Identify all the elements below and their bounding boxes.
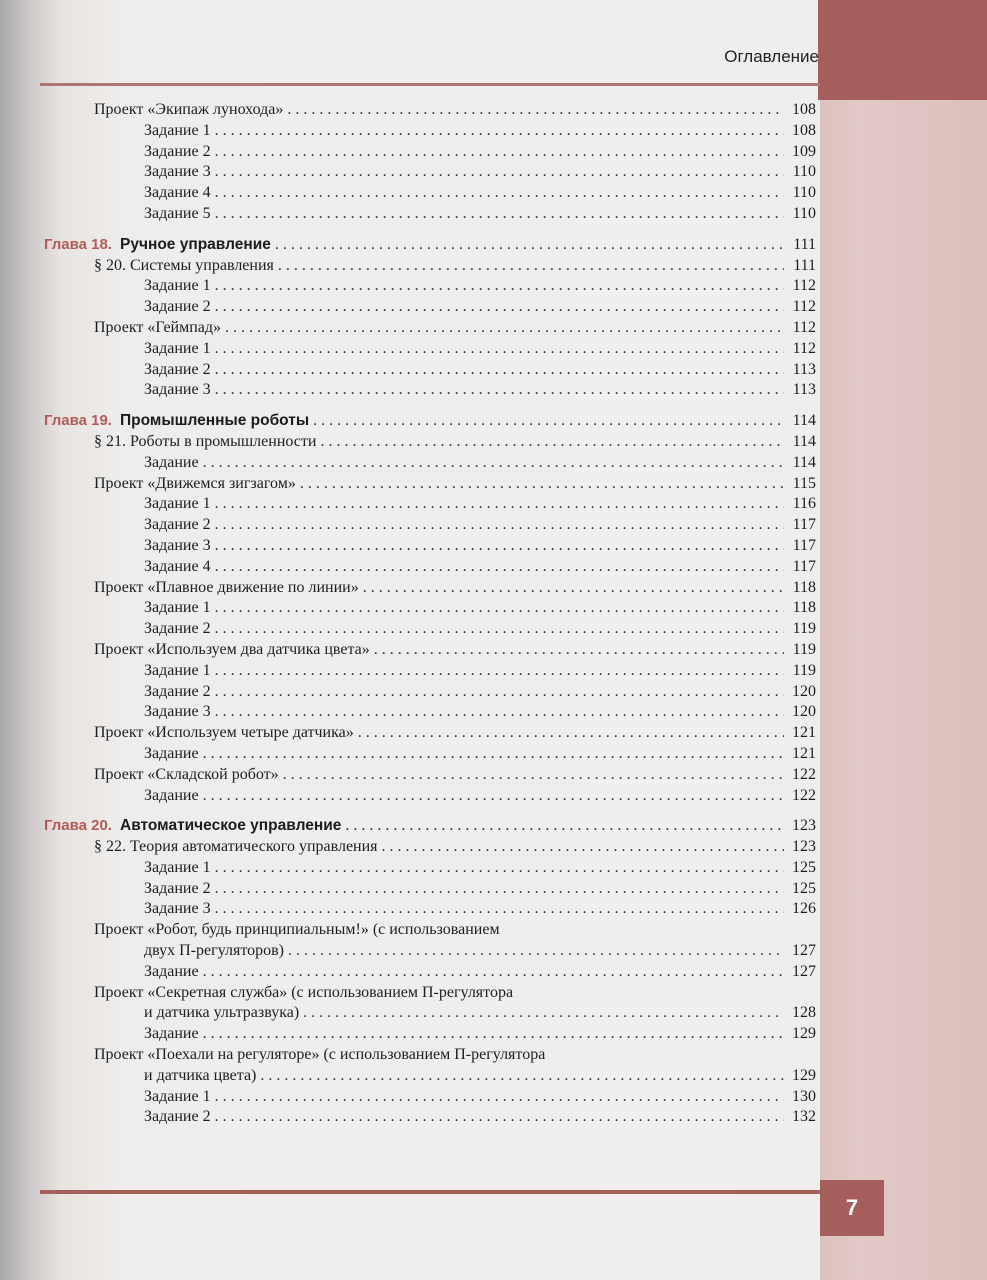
page-ref: 110 — [792, 163, 816, 181]
entry-title: § 22. Теория автоматического управления — [94, 838, 378, 856]
page-ref: 119 — [792, 620, 816, 638]
entry-title: Задание 5 — [144, 204, 211, 222]
entry-title: § 20. Системы управления — [94, 256, 274, 274]
page-ref: 112 — [792, 339, 816, 357]
entry-title: Задание — [144, 744, 199, 762]
entry-title-continuation: и датчика ультразвука) — [144, 1004, 300, 1022]
toc-project-row — [44, 474, 816, 495]
page-ref: 112 — [792, 277, 816, 295]
toc-section-row — [44, 432, 816, 453]
entry-title: Задание 1 — [144, 495, 211, 513]
toc-task-row — [44, 858, 816, 879]
entry-title: Задание — [144, 453, 199, 471]
dot-leader — [215, 121, 784, 142]
dot-leader — [287, 100, 784, 121]
dot-leader — [215, 619, 784, 640]
toc-project-row — [44, 723, 816, 744]
entry-title: Задание 1 — [144, 277, 211, 295]
page-ref: 121 — [792, 744, 816, 762]
dot-leader — [215, 276, 784, 297]
page-ref: 115 — [792, 474, 816, 492]
entry-title: Задание 2 — [144, 360, 211, 378]
entry-title: Задание 2 — [144, 1108, 211, 1126]
chapter-title: Промышленные роботы — [120, 412, 310, 430]
dot-leader — [203, 1024, 784, 1045]
page-ref: 113 — [792, 360, 816, 378]
toc-project-row — [44, 640, 816, 661]
toc-project-row-continuation — [44, 941, 816, 962]
page-ref: 121 — [792, 724, 816, 742]
toc-project-row-continuation — [44, 1066, 816, 1087]
toc-task-row — [44, 297, 816, 318]
entry-title: Проект «Плавное движение по линии» — [94, 578, 359, 596]
entry-title: Проект «Складской робот» — [94, 765, 279, 783]
page-ref: 122 — [792, 786, 816, 804]
page-ref: 120 — [792, 682, 816, 700]
dot-leader — [215, 1087, 784, 1108]
toc-task-row — [44, 380, 816, 401]
toc-project-row — [44, 983, 816, 1004]
footer-rule — [40, 1190, 820, 1194]
page-ref: 117 — [792, 557, 816, 575]
dot-leader — [358, 723, 784, 744]
page-ref: 117 — [792, 516, 816, 534]
dot-leader — [215, 598, 784, 619]
dot-leader — [320, 432, 784, 453]
page-ref: 112 — [792, 318, 816, 336]
dot-leader — [278, 256, 784, 277]
dot-leader — [215, 297, 784, 318]
side-color-band — [820, 0, 987, 1280]
page-ref: 113 — [792, 381, 816, 399]
dot-leader — [215, 661, 784, 682]
toc-task-row — [44, 276, 816, 297]
page-ref: 126 — [792, 900, 816, 918]
dot-leader — [215, 162, 784, 183]
toc-project-row — [44, 578, 816, 599]
toc-task-row — [44, 453, 816, 474]
page-ref: 117 — [792, 536, 816, 554]
page-ref: 129 — [792, 1066, 816, 1084]
entry-title: Задание 1 — [144, 339, 211, 357]
dot-leader — [215, 1107, 784, 1128]
entry-title: Задание 2 — [144, 620, 211, 638]
toc-section-row — [44, 256, 816, 277]
dot-leader — [313, 411, 784, 432]
page-ref: 122 — [792, 765, 816, 783]
dot-leader — [275, 235, 784, 256]
toc-task-row — [44, 557, 816, 578]
page-ref: 127 — [792, 962, 816, 980]
dot-leader — [215, 339, 784, 360]
dot-leader — [303, 1003, 784, 1024]
toc-task-row — [44, 204, 816, 225]
toc-chapter-row — [44, 411, 816, 432]
toc-task-row — [44, 962, 816, 983]
page-ref: 114 — [792, 453, 816, 471]
chapter-label: Глава 18. — [44, 235, 113, 253]
dot-leader — [288, 941, 784, 962]
dot-leader — [345, 816, 784, 837]
dot-leader — [203, 453, 784, 474]
dot-leader — [215, 204, 784, 225]
entry-title: § 21. Роботы в промышленности — [94, 432, 317, 450]
header-rule — [40, 83, 820, 86]
entry-title-continuation: двух П-регуляторов) — [144, 942, 284, 960]
toc-task-row — [44, 619, 816, 640]
page-ref: 111 — [793, 256, 816, 274]
dot-leader — [215, 536, 784, 557]
page-ref: 108 — [792, 101, 816, 118]
dot-leader — [215, 494, 784, 515]
chapter-label: Глава 19. — [44, 412, 113, 430]
dot-leader — [203, 786, 784, 807]
dot-leader — [215, 360, 784, 381]
page-ref: 114 — [792, 412, 816, 430]
dot-leader — [203, 744, 784, 765]
entry-title: Задание 3 — [144, 163, 211, 181]
toc-task-row — [44, 682, 816, 703]
toc-chapter-row — [44, 816, 816, 837]
toc-task-row — [44, 1024, 816, 1045]
chapter-title: Автоматическое управление — [120, 817, 342, 835]
dot-leader — [225, 318, 784, 339]
entry-title: Задание 2 — [144, 298, 211, 316]
entry-title: Задание 4 — [144, 557, 211, 575]
page-ref: 108 — [792, 121, 816, 139]
dot-leader — [283, 765, 784, 786]
dot-leader — [300, 474, 784, 495]
page-ref: 119 — [792, 661, 816, 679]
entry-title: Задание 2 — [144, 879, 211, 897]
entry-title: Проект «Используем четыре датчика» — [94, 724, 354, 742]
running-header-title: Оглавление — [724, 47, 819, 66]
toc-task-row — [44, 515, 816, 536]
page-ref: 109 — [792, 142, 816, 160]
page-ref: 125 — [792, 879, 816, 897]
page-ref: 127 — [792, 942, 816, 960]
entry-title: Задание 2 — [144, 516, 211, 534]
entry-title-continuation: и датчика цвета) — [144, 1066, 257, 1084]
dot-leader — [382, 837, 784, 858]
entry-title: Задание 3 — [144, 703, 211, 721]
page-ref: 128 — [792, 1004, 816, 1022]
toc-task-row — [44, 162, 816, 183]
dot-leader — [215, 183, 784, 204]
page-number: 7 — [820, 1180, 884, 1236]
toc-project-row — [44, 100, 816, 121]
entry-title: Проект «Геймпад» — [94, 318, 222, 336]
entry-title: Задание 3 — [144, 536, 211, 554]
chapter-label: Глава 20. — [44, 817, 113, 835]
toc-task-row — [44, 744, 816, 765]
toc-task-row — [44, 339, 816, 360]
page-ref: 132 — [792, 1108, 816, 1126]
table-of-contents — [44, 100, 816, 1128]
entry-title: Задание 2 — [144, 142, 211, 160]
toc-chapter-row — [44, 235, 816, 256]
header-color-block — [818, 0, 987, 100]
entry-title: Задание 1 — [144, 599, 211, 617]
entry-title: Проект «Используем два датчика цвета» — [94, 640, 370, 658]
entry-title: Задание — [144, 1025, 199, 1043]
entry-title: Задание 1 — [144, 1087, 211, 1105]
entry-title: Задание 1 — [144, 661, 211, 679]
dot-leader — [215, 899, 784, 920]
entry-title: Задание — [144, 786, 199, 804]
dot-leader — [215, 682, 784, 703]
entry-title: Проект «Движемся зигзагом» — [94, 474, 296, 492]
dot-leader — [215, 557, 784, 578]
page-ref: 123 — [792, 838, 816, 856]
toc-project-row — [44, 318, 816, 339]
page-ref: 123 — [792, 817, 816, 835]
toc-task-row — [44, 879, 816, 900]
dot-leader — [215, 702, 784, 723]
toc-task-row — [44, 702, 816, 723]
dot-leader — [260, 1066, 784, 1087]
entry-title: Задание 3 — [144, 900, 211, 918]
toc-task-row — [44, 786, 816, 807]
page-ref: 118 — [792, 578, 816, 596]
toc-task-row — [44, 598, 816, 619]
dot-leader — [215, 879, 784, 900]
dot-leader — [215, 515, 784, 536]
entry-title: Проект «Экипаж лунохода» — [94, 101, 284, 118]
page-ref: 119 — [792, 640, 816, 658]
page-ref: 112 — [792, 298, 816, 316]
toc-task-row — [44, 899, 816, 920]
toc-task-row — [44, 360, 816, 381]
chapter-title: Ручное управление — [120, 235, 271, 253]
page-ref: 111 — [793, 235, 816, 253]
entry-title: Задание 2 — [144, 682, 211, 700]
page-ref: 110 — [792, 184, 816, 202]
entry-title: Задание 1 — [144, 858, 211, 876]
entry-title: Задание 4 — [144, 184, 211, 202]
toc-task-row — [44, 494, 816, 515]
toc-task-row — [44, 661, 816, 682]
entry-title: Задание — [144, 962, 199, 980]
toc-task-row — [44, 121, 816, 142]
toc-project-row — [44, 765, 816, 786]
page-ref: 116 — [792, 495, 816, 513]
dot-leader — [374, 640, 784, 661]
dot-leader — [215, 142, 784, 163]
toc-task-row — [44, 142, 816, 163]
dot-leader — [215, 858, 784, 879]
page-ref: 114 — [792, 432, 816, 450]
entry-title: Проект «Поехали на регуляторе» (с использованием П-регулятора — [94, 1046, 546, 1064]
entry-title: Задание 1 — [144, 121, 211, 139]
toc-task-row — [44, 1087, 816, 1108]
toc-section-row — [44, 837, 816, 858]
toc-project-row — [44, 1045, 816, 1066]
toc-task-row — [44, 536, 816, 557]
page-ref: 120 — [792, 703, 816, 721]
page-ref: 130 — [792, 1087, 816, 1105]
page-ref: 129 — [792, 1025, 816, 1043]
dot-leader — [203, 962, 784, 983]
page-ref: 110 — [792, 204, 816, 222]
toc-task-row — [44, 183, 816, 204]
page-ref: 118 — [792, 599, 816, 617]
entry-title: Проект «Секретная служба» (с использованием П-регулятора — [94, 983, 514, 1001]
toc-task-row — [44, 1107, 816, 1128]
toc-project-row — [44, 920, 816, 941]
page-ref: 125 — [792, 858, 816, 876]
toc-project-row-continuation — [44, 1003, 816, 1024]
entry-title: Проект «Робот, будь принципиальным!» (с использованием — [94, 921, 500, 939]
dot-leader — [363, 578, 784, 599]
dot-leader — [215, 380, 784, 401]
entry-title: Задание 3 — [144, 381, 211, 399]
